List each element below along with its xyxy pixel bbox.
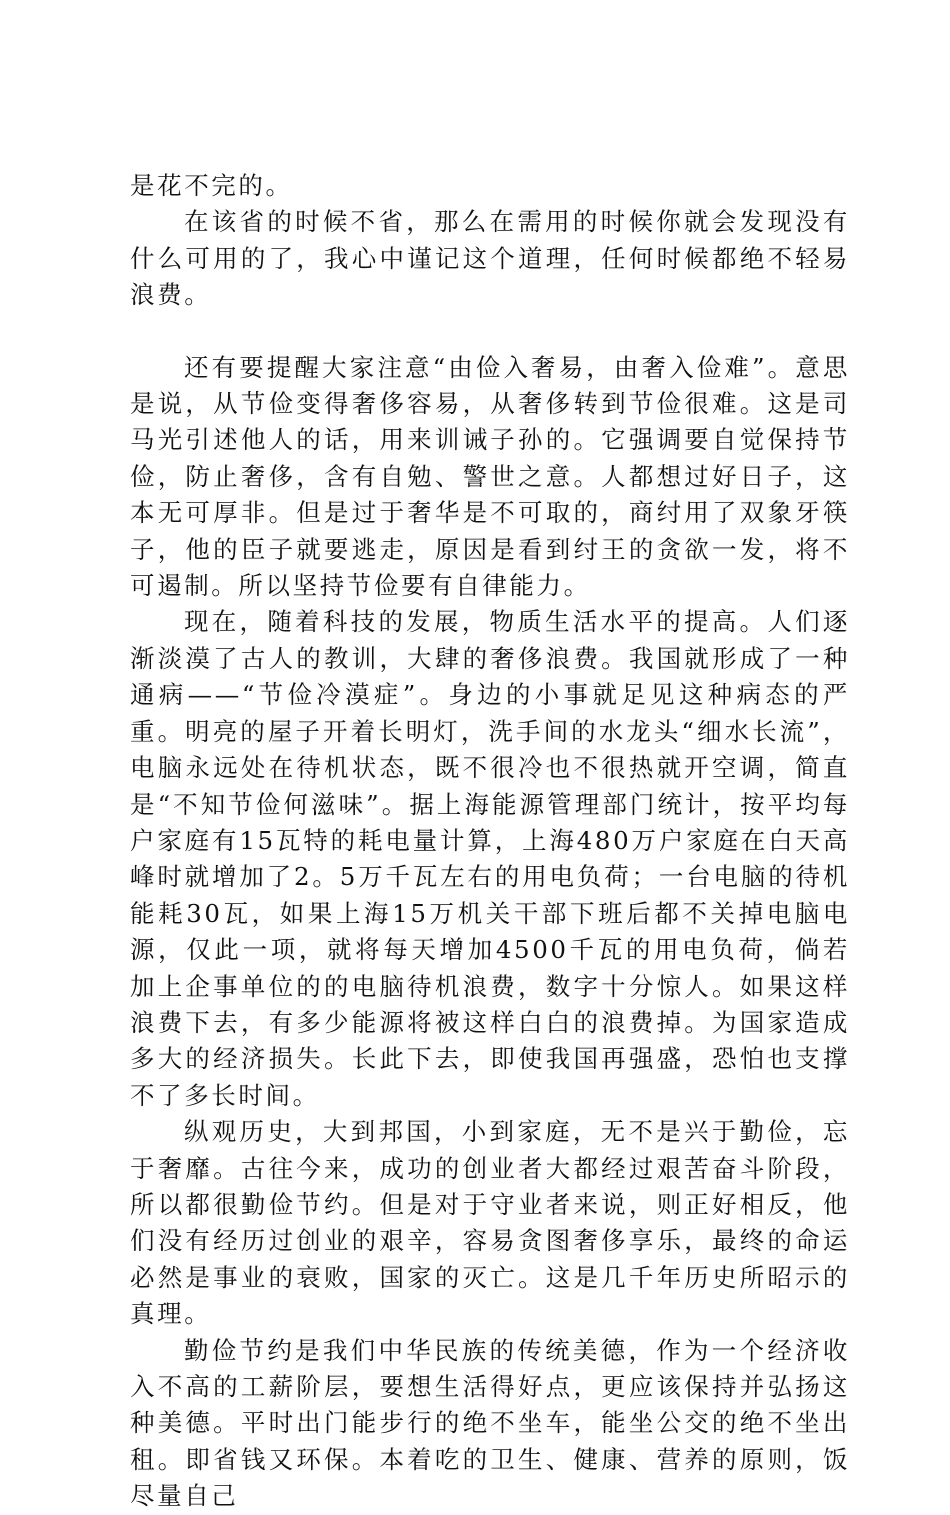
paragraph-history-lesson: 纵观历史，大到邦国，小到家庭，无不是兴于勤俭，忘于奢靡。古往今来，成功的创业者大都经过艰苦奋斗阶段，所以都很勤俭节约。但是对于守业者来说，则正好相反，他们没有经历过创业的艰辛，容易贪图奢侈享乐，最终的命运必然是事业的衰败，国家的灭亡。这是几千年历史所昭示的真理。	[130, 1117, 850, 1329]
paragraph-traditional-virtue: 勤俭节约是我们中华民族的传统美德，作为一个经济收入不高的工薪阶层，要想生活得好点，更应该保持并弘扬这种美德。平时出门能步行的绝不坐车，能坐公交的绝不坐出租。即省钱又环保。本着吃的卫生、健康、营养的原则，饭尽量自己	[130, 1335, 850, 1511]
paragraph-gap	[130, 314, 850, 350]
paragraph-continuation: 是花不完的。	[130, 171, 293, 200]
paragraph-frugality-reminder: 在该省的时候不省，那么在需用的时候你就会发现没有什么可用的了，我心中谨记这个道理，任何时候都绝不轻易浪费。	[130, 207, 850, 310]
document-body	[130, 168, 850, 1515]
paragraph-waste-statistics: 现在，随着科技的发展，物质生活水平的提高。人们逐渐淡漠了古人的教训，大肆的奢侈浪费。我国就形成了一种通病——“节俭冷漠症”。身边的小事就足见这种病态的严重。明亮的屋子开着长明灯，洗手间的水龙头“细水长流”，电脑永远处在待机状态，既不很冷也不很热就开空调，简直是“不知节俭何滋味”。据上海能源管理部门统计，按平均每户家庭有15瓦特的耗电量计算，上海480万户家庭在白天高峰时就增加了2。5万千瓦左右的用电负荷；一台电脑的待机能耗30瓦，如果上海15万机关干部下班后都不关掉电脑电源，仅此一项，就将每天增加4500千瓦的用电负荷，倘若加上企事单位的的电脑待机浪费，数字十分惊人。如果这样浪费下去，有多少能源将被这样白白的浪费掉。为国家造成多大的经济损失。长此下去，即使我国再强盛，恐怕也支撑不了多长时间。	[130, 607, 850, 1110]
paragraph-sima-guang-quote: 还有要提醒大家注意“由俭入奢易，由奢入俭难”。意思是说，从节俭变得奢侈容易，从奢侈转到节俭很难。这是司马光引述他人的话，用来训诫子孙的。它强调要自觉保持节俭，防止奢侈，含有自勉、警世之意。人都想过好日子，这本无可厚非。但是过于奢华是不可取的，商纣用了双象牙筷子，他的臣子就要逃走，原因是看到纣王的贪欲一发，将不可遏制。所以坚持节俭要有自律能力。	[130, 352, 850, 601]
